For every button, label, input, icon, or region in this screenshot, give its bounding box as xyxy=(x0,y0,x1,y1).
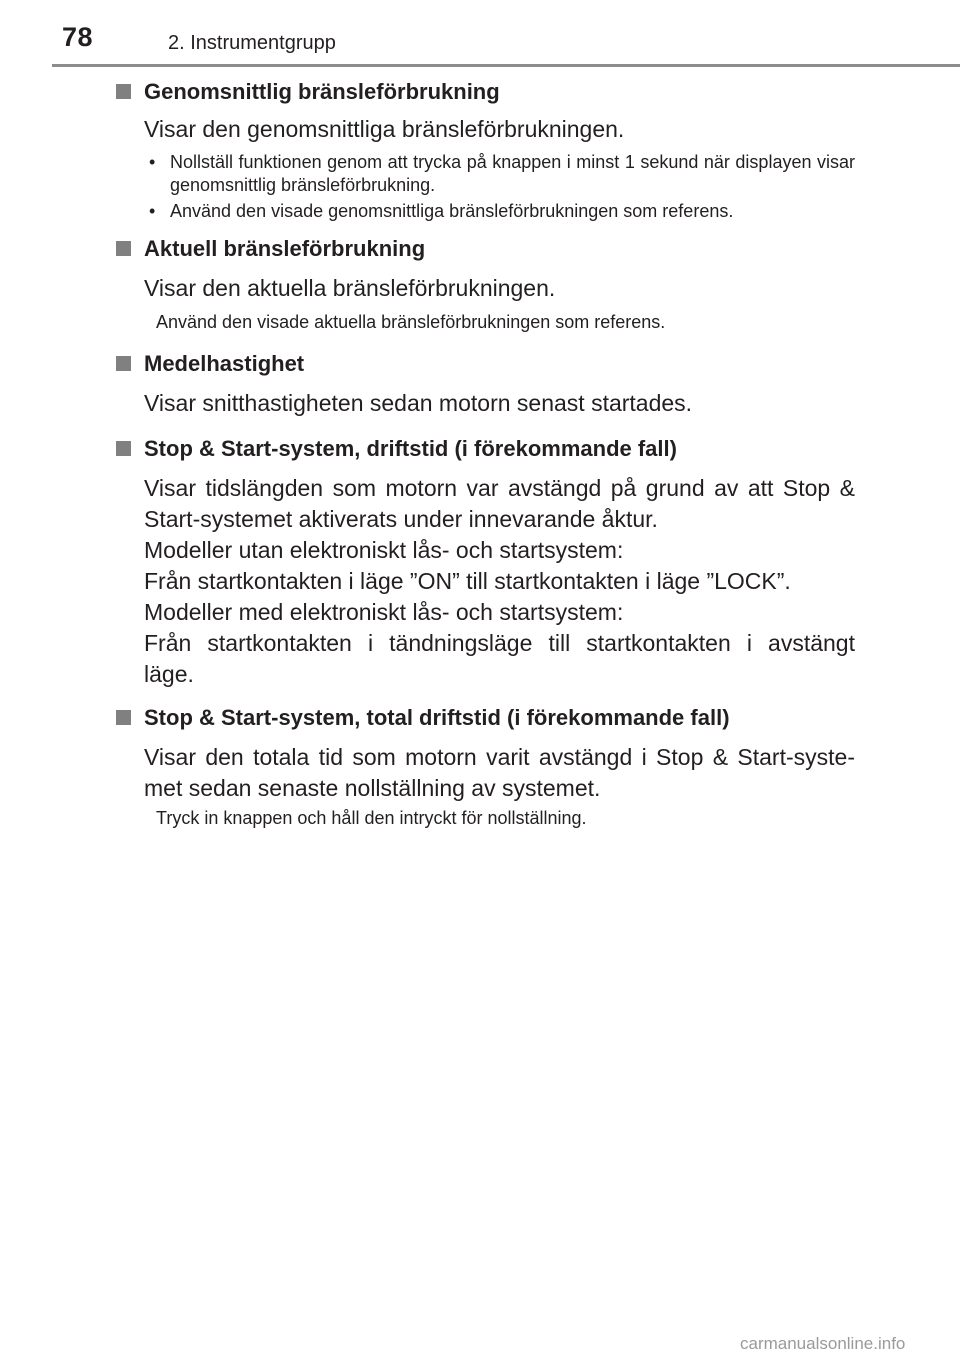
square-bullet-icon xyxy=(116,84,131,99)
section-heading-text: Stop & Start-system, driftstid (i förekommande fall) xyxy=(144,436,677,461)
text-line: Modeller med elektroniskt lås- och startsystem: xyxy=(144,599,624,625)
section-heading-text: Aktuell bränsleförbrukning xyxy=(144,236,426,261)
text-line: Från startkontakten i läge ”ON” till startkontakten i läge ”LOCK”. xyxy=(144,568,791,594)
section-heading xyxy=(0,350,960,378)
section-note: Tryck in knappen och håll den intryckt för nollställning. xyxy=(156,808,587,828)
text-line: läge. xyxy=(144,661,194,687)
section-body xyxy=(144,742,855,804)
section-stop-start-runtime xyxy=(0,435,960,690)
page-header xyxy=(0,0,960,66)
square-bullet-icon xyxy=(116,441,131,456)
section-average-speed xyxy=(0,350,960,419)
chapter-title: 2. Instrumentgrupp xyxy=(168,32,336,54)
section-note: Använd den visade aktuella bränsleförbrukningen som referens. xyxy=(156,312,666,332)
section-body: Visar den aktuella bränsleförbrukningen. xyxy=(144,275,556,301)
page-number: 78 xyxy=(62,22,94,52)
bullet-dot-icon: • xyxy=(149,201,156,221)
section-heading xyxy=(0,78,960,106)
section-heading-text: Medelhastighet xyxy=(144,351,305,376)
bullet-list xyxy=(0,151,855,223)
text-line: Visar den totala tid som motorn varit avstängd i Stop & Start-syste- xyxy=(144,744,855,770)
list-item xyxy=(0,200,855,223)
square-bullet-icon xyxy=(116,356,131,371)
section-stop-start-total-runtime xyxy=(0,704,960,830)
text-line: Från startkontakten i tändningsläge till startkontakten i avstängt xyxy=(144,630,855,656)
bullet-dot-icon: • xyxy=(149,152,156,172)
section-heading xyxy=(0,704,960,732)
section-heading xyxy=(0,435,960,463)
text-line: Modeller utan elektroniskt lås- och startsystem: xyxy=(144,537,624,563)
text-line: Start-systemet aktiverats under innevarande åktur. xyxy=(144,506,658,532)
text-line: Visar tidslängden som motorn var avstängd på grund av att Stop & xyxy=(144,475,855,501)
section-current-fuel-consumption xyxy=(0,235,960,334)
list-item-text: Nollställ funktionen genom att trycka på knappen i minst 1 sekund när displayen visar genomsnittlig bränsleförbrukning. xyxy=(170,152,855,195)
section-heading-text: Genomsnittlig bränsleförbrukning xyxy=(144,79,500,104)
page-content xyxy=(0,78,960,830)
section-body: Visar den genomsnittliga bränsleförbrukningen. xyxy=(144,116,625,142)
section-heading-text: Stop & Start-system, total driftstid (i förekommande fall) xyxy=(144,705,730,730)
square-bullet-icon xyxy=(116,710,131,725)
square-bullet-icon xyxy=(116,241,131,256)
section-heading xyxy=(0,235,960,263)
text-line: met sedan senaste nollställning av systemet. xyxy=(144,775,601,801)
list-item-text: Använd den visade genomsnittliga bränsleförbrukningen som referens. xyxy=(170,201,734,221)
section-body xyxy=(144,473,855,690)
section-average-fuel-consumption xyxy=(0,78,960,223)
section-body: Visar snitthastigheten sedan motorn senast startades. xyxy=(144,390,693,416)
header-divider xyxy=(52,64,960,67)
watermark: carmanualsonline.info xyxy=(740,1334,906,1353)
list-item xyxy=(0,151,855,197)
